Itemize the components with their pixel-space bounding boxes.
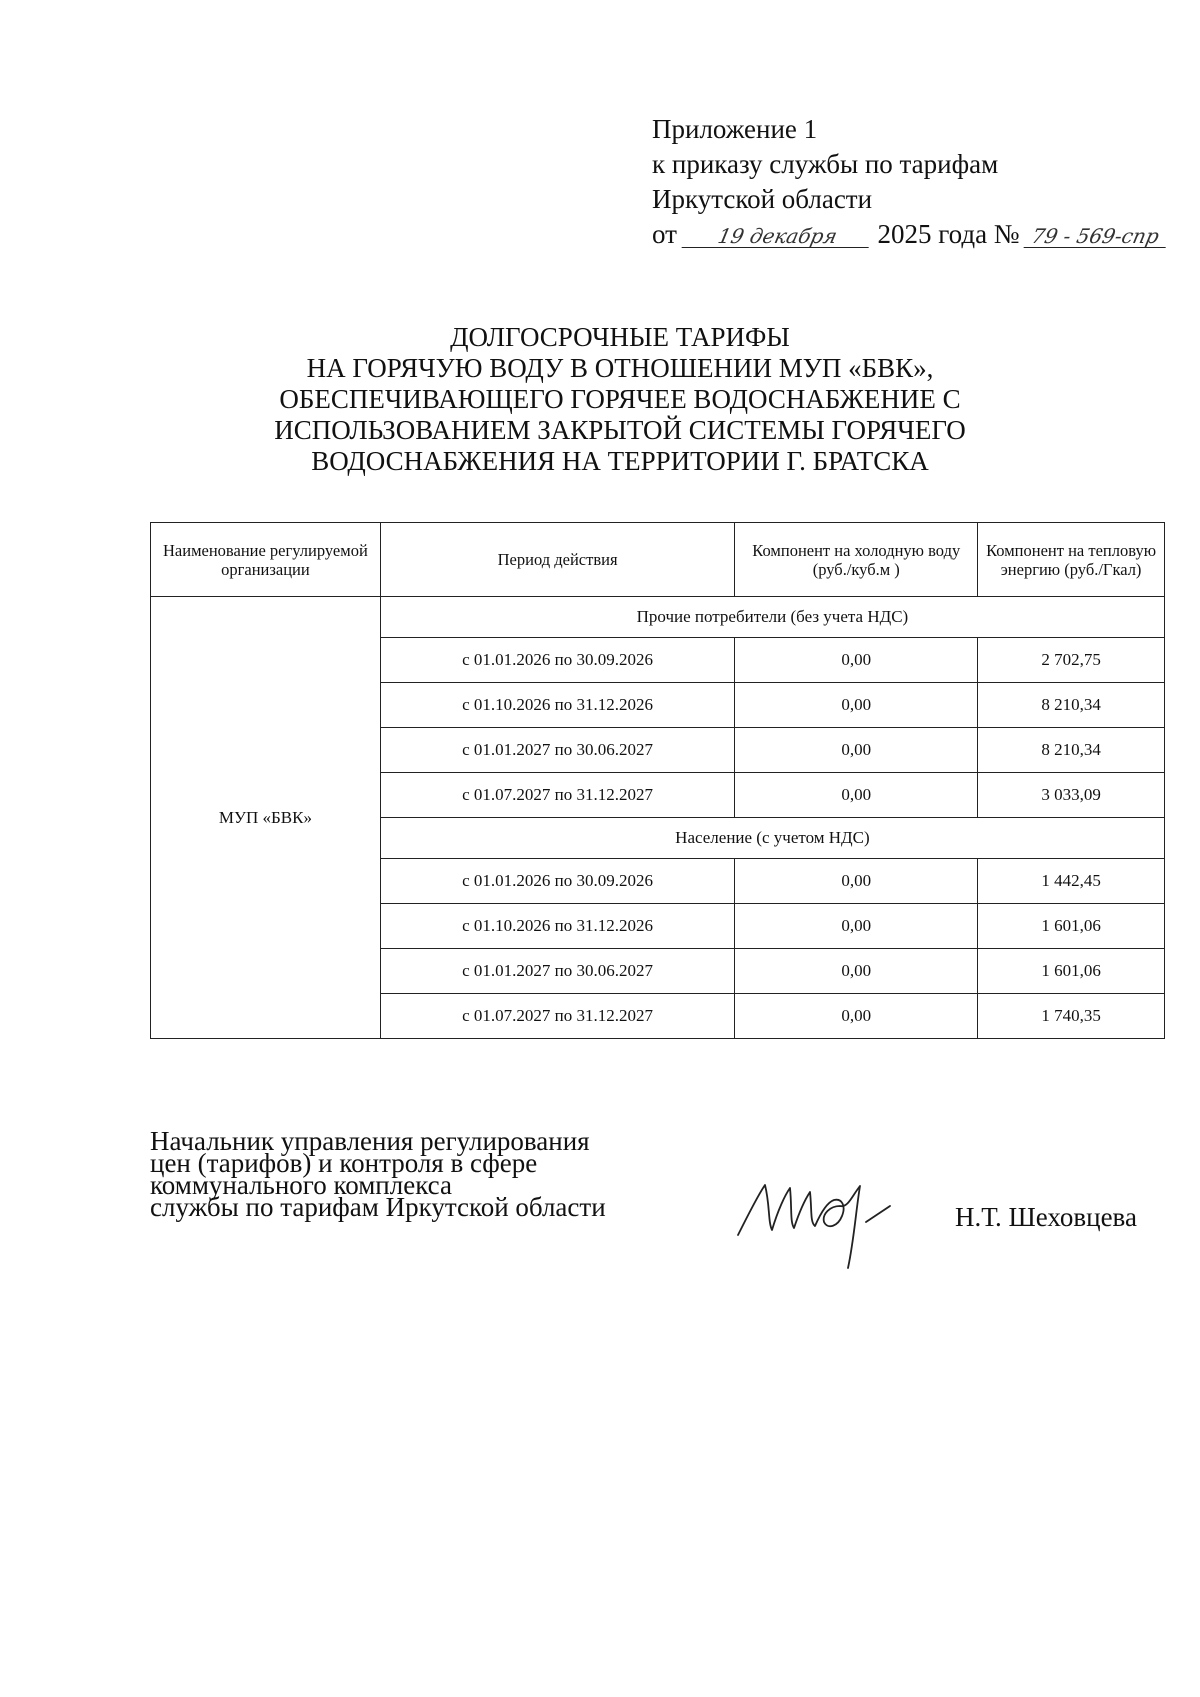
section-row (151, 597, 1165, 638)
signer-name: Н.Т. Шеховцева (955, 1202, 1137, 1232)
period-cell: с 01.01.2027 по 30.06.2027 (380, 949, 735, 994)
header-organization: Наименование регулируемой организации (151, 523, 381, 597)
cold-water-cell: 0,00 (735, 773, 978, 818)
header-heat-energy-component: Компонент на тепловую энергию (руб./Гкал) (978, 523, 1165, 597)
heat-energy-cell: 1 601,06 (978, 904, 1165, 949)
title-line-3: ОБЕСПЕЧИВАЮЩЕГО ГОРЯЧЕЕ ВОДОСНАБЖЕНИЕ С (279, 384, 961, 414)
title-line-1: ДОЛГОСРОЧНЫЕ ТАРИФЫ (450, 322, 790, 352)
annex-title: Приложение 1 (652, 114, 818, 144)
table-header-row (151, 523, 1165, 597)
period-cell: с 01.01.2026 по 30.09.2026 (380, 859, 735, 904)
position-line-2: цен (тарифов) и контроля в сфере (150, 1148, 538, 1178)
period-cell: с 01.07.2027 по 31.12.2027 (380, 994, 735, 1039)
cold-water-cell: 0,00 (735, 683, 978, 728)
position-line-1: Начальник управления регулирования (150, 1126, 590, 1156)
tariff-table (150, 522, 1165, 1039)
heat-energy-cell: 1 740,35 (978, 994, 1165, 1039)
period-cell: с 01.07.2027 по 31.12.2027 (380, 773, 735, 818)
section-title-population: Население (с учетом НДС) (380, 818, 1164, 859)
document-title (190, 322, 1050, 477)
cold-water-cell: 0,00 (735, 904, 978, 949)
heat-energy-cell: 8 210,34 (978, 683, 1165, 728)
title-line-5: ВОДОСНАБЖЕНИЯ НА ТЕРРИТОРИИ Г. БРАТСКА (311, 446, 929, 476)
heat-energy-cell: 1 601,06 (978, 949, 1165, 994)
organization-cell: МУП «БВК» (151, 597, 381, 1039)
period-cell: с 01.10.2026 по 31.12.2026 (380, 904, 735, 949)
period-cell: с 01.10.2026 по 31.12.2026 (380, 683, 735, 728)
cold-water-cell: 0,00 (735, 859, 978, 904)
annex-date-line (652, 217, 1168, 252)
cold-water-cell: 0,00 (735, 728, 978, 773)
heat-energy-cell: 8 210,34 (978, 728, 1165, 773)
heat-energy-cell: 2 702,75 (978, 638, 1165, 683)
annex-region-line: Иркутской области (652, 184, 873, 214)
handwritten-signature (730, 1160, 940, 1270)
cold-water-cell: 0,00 (735, 994, 978, 1039)
heat-energy-cell: 3 033,09 (978, 773, 1165, 818)
position-line-4: службы по тарифам Иркутской области (150, 1192, 606, 1222)
header-period: Период действия (380, 523, 735, 597)
year-text: 2025 года № (877, 219, 1020, 249)
period-cell: с 01.01.2027 по 30.06.2027 (380, 728, 735, 773)
annex-order-line: к приказу службы по тарифам (652, 149, 999, 179)
section-title-other-consumers: Прочие потребители (без учета НДС) (380, 597, 1164, 638)
cold-water-cell: 0,00 (735, 638, 978, 683)
date-prefix: от (652, 219, 677, 249)
signatory-position (150, 1126, 606, 1222)
heat-energy-cell: 1 442,45 (978, 859, 1165, 904)
cold-water-cell: 0,00 (735, 949, 978, 994)
header-cold-water-component: Компонент на холодную воду (руб./куб.м ) (735, 523, 978, 597)
title-line-2: НА ГОРЯЧУЮ ВОДУ В ОТНОШЕНИИ МУП «БВК», (306, 353, 934, 383)
annex-header (652, 112, 1168, 252)
period-cell: с 01.01.2026 по 30.09.2026 (380, 638, 735, 683)
handwritten-order-number: 79 - 569-спр (1024, 225, 1171, 248)
handwritten-date: 19 декабря (681, 225, 873, 248)
position-line-3: коммунального комплекса (150, 1170, 452, 1200)
title-line-4: ИСПОЛЬЗОВАНИЕМ ЗАКРЫТОЙ СИСТЕМЫ ГОРЯЧЕГО (274, 415, 966, 445)
